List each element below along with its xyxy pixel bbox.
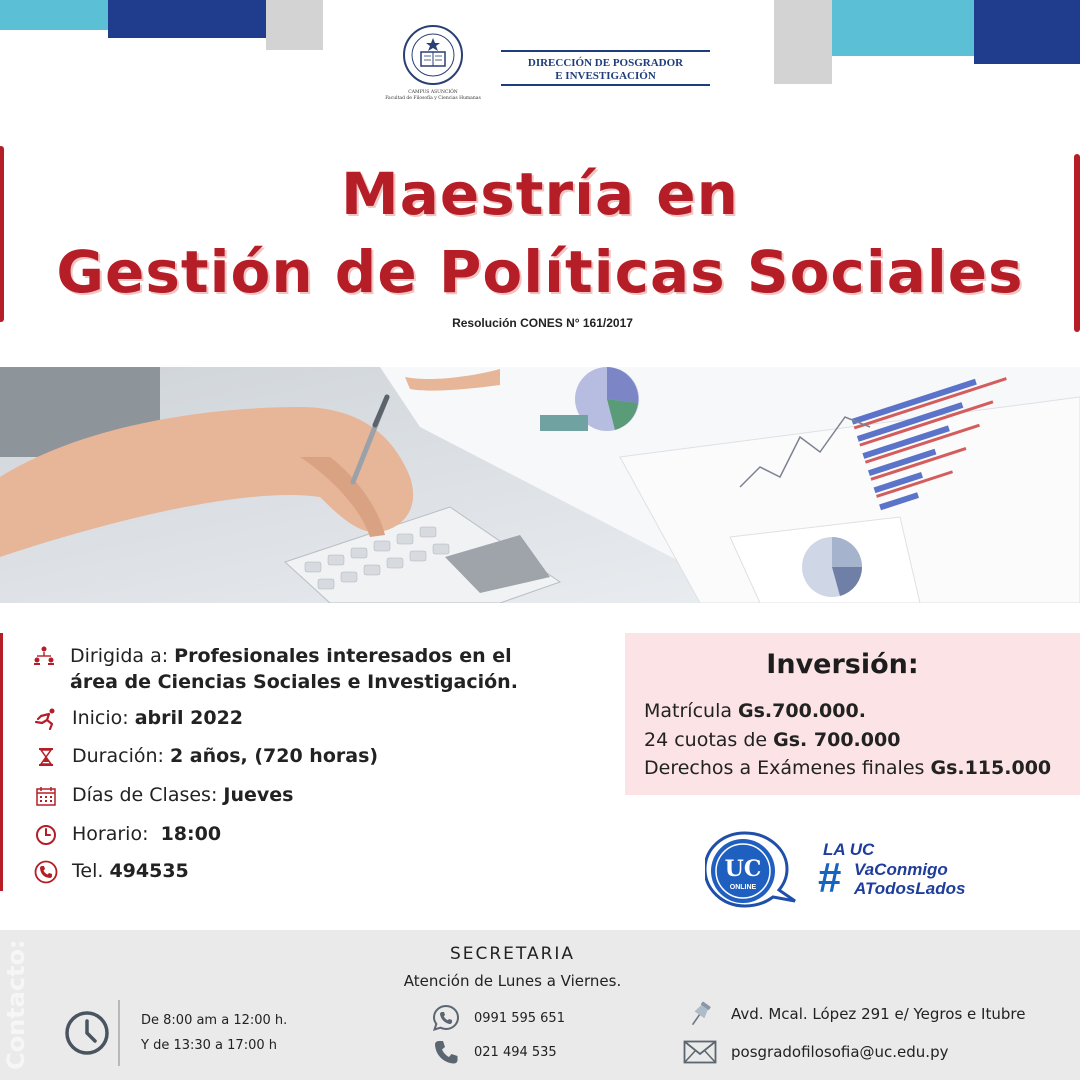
clock-icon xyxy=(32,823,60,847)
uc-online-text: ONLINE xyxy=(729,884,757,891)
university-seal-icon xyxy=(400,24,466,86)
hashtag-symbol: # xyxy=(818,854,842,901)
tel-value: 494535 xyxy=(109,860,189,882)
department-label xyxy=(501,50,710,86)
runner-icon xyxy=(32,707,60,731)
email-address: posgradofilosofia@uc.edu.py xyxy=(731,1043,949,1061)
vaconmigo-hashtag xyxy=(818,840,998,900)
dirigida-value-1: Profesionales interesados en el xyxy=(174,645,512,667)
secretaria-hours-note: Atención de Lunes a Viernes. xyxy=(403,972,622,990)
phone-handset-icon xyxy=(432,1038,460,1066)
dirigida-label: Dirigida a: xyxy=(70,645,175,667)
page-title-line-1: Maestría en xyxy=(341,160,739,228)
investment-cuotas xyxy=(644,729,900,751)
deco-gray-block-right xyxy=(774,0,832,84)
tel-label: Tel. xyxy=(72,860,110,882)
matricula-value: Gs.700.000. xyxy=(738,700,866,722)
horario-value: 18:00 xyxy=(160,823,222,845)
derechos-label: Derechos a Exámenes finales xyxy=(644,757,931,779)
whatsapp-contact[interactable] xyxy=(432,1004,565,1032)
derechos-value: Gs.115.000 xyxy=(930,757,1052,779)
detail-dirigida xyxy=(32,643,518,695)
whatsapp-icon xyxy=(432,1004,460,1032)
calendar-icon xyxy=(32,784,60,808)
inicio-value: abril 2022 xyxy=(134,707,244,729)
cuotas-label: 24 cuotas de xyxy=(644,729,774,751)
horario-label: Horario: xyxy=(72,823,161,845)
address-text: Avd. Mcal. López 291 e/ Yegros e Itubre xyxy=(731,1005,1026,1023)
hashtag-line-1: VaConmigo xyxy=(854,860,948,879)
seal-caption-campus: CAMPUS ASUNCIÓN xyxy=(408,90,458,95)
investment-derechos xyxy=(644,757,1051,779)
footer-divider xyxy=(118,1000,120,1066)
detail-horario xyxy=(32,823,221,847)
detail-inicio xyxy=(32,707,243,731)
office-hours-morning: De 8:00 am a 12:00 h. xyxy=(141,1013,288,1028)
uc-online-logo xyxy=(705,829,800,911)
details-accent-line xyxy=(0,633,3,891)
resolution-text: Resolución CONES N° 161/2017 xyxy=(452,316,633,330)
page-title-line-2: Gestión de Políticas Sociales xyxy=(56,238,1024,306)
university-seal-logo xyxy=(383,24,483,108)
investment-matricula xyxy=(644,700,866,722)
secretaria-title: SECRETARIA xyxy=(449,944,576,964)
duracion-label: Duración: xyxy=(72,745,170,767)
deco-gray-block-left xyxy=(266,0,323,50)
inicio-label: Inicio: xyxy=(72,707,135,729)
uc-logo-text: UC xyxy=(724,856,762,882)
detail-duracion xyxy=(32,745,378,769)
detail-tel xyxy=(32,860,189,884)
dias-value: Jueves xyxy=(223,784,294,806)
hourglass-icon xyxy=(32,745,60,769)
phone-number: 021 494 535 xyxy=(474,1044,557,1060)
department-line-2: E INVESTIGACIÓN xyxy=(555,70,656,82)
deco-cyan-block-right xyxy=(832,0,974,56)
deco-cyan-block-left xyxy=(0,0,110,30)
phone-icon xyxy=(32,860,60,884)
hashtag-line-2: ATodosLados xyxy=(854,879,966,898)
detail-dias xyxy=(32,784,293,808)
seal-caption-faculty: Facultad de Filosofía y Ciencias Humanas xyxy=(385,96,481,101)
uc-online-badge-icon xyxy=(705,829,800,911)
hero-photo xyxy=(0,367,1080,603)
office-hours-afternoon: Y de 13:30 a 17:00 h xyxy=(141,1038,277,1053)
duracion-value: 2 años, (720 horas) xyxy=(169,745,379,767)
people-network-icon xyxy=(32,643,56,667)
phone-contact[interactable] xyxy=(432,1038,557,1066)
deco-navy-block-right xyxy=(974,0,1080,64)
deco-navy-block-left xyxy=(108,0,266,38)
envelope-icon xyxy=(683,1038,717,1066)
office-hours-clock-icon xyxy=(64,1010,110,1056)
pushpin-icon xyxy=(683,1000,717,1028)
investment-panel xyxy=(625,633,1080,795)
la-uc-text: LA UC xyxy=(823,840,875,859)
cuotas-value: Gs. 700.000 xyxy=(773,729,901,751)
matricula-label: Matrícula xyxy=(644,700,739,722)
email-contact[interactable] xyxy=(683,1038,948,1066)
department-line-1: DIRECCIÓN DE POSGRADOR xyxy=(527,57,684,69)
dias-label: Días de Clases: xyxy=(72,784,224,806)
hero-photo-illustration xyxy=(0,367,1080,603)
whatsapp-number: 0991 595 651 xyxy=(474,1010,565,1026)
dirigida-value-2: área de Ciencias Sociales e Investigación. xyxy=(70,671,518,693)
investment-title: Inversión: xyxy=(766,649,919,680)
address-contact xyxy=(683,1000,1025,1028)
contact-vertical-text: Contacto: xyxy=(2,939,30,1070)
